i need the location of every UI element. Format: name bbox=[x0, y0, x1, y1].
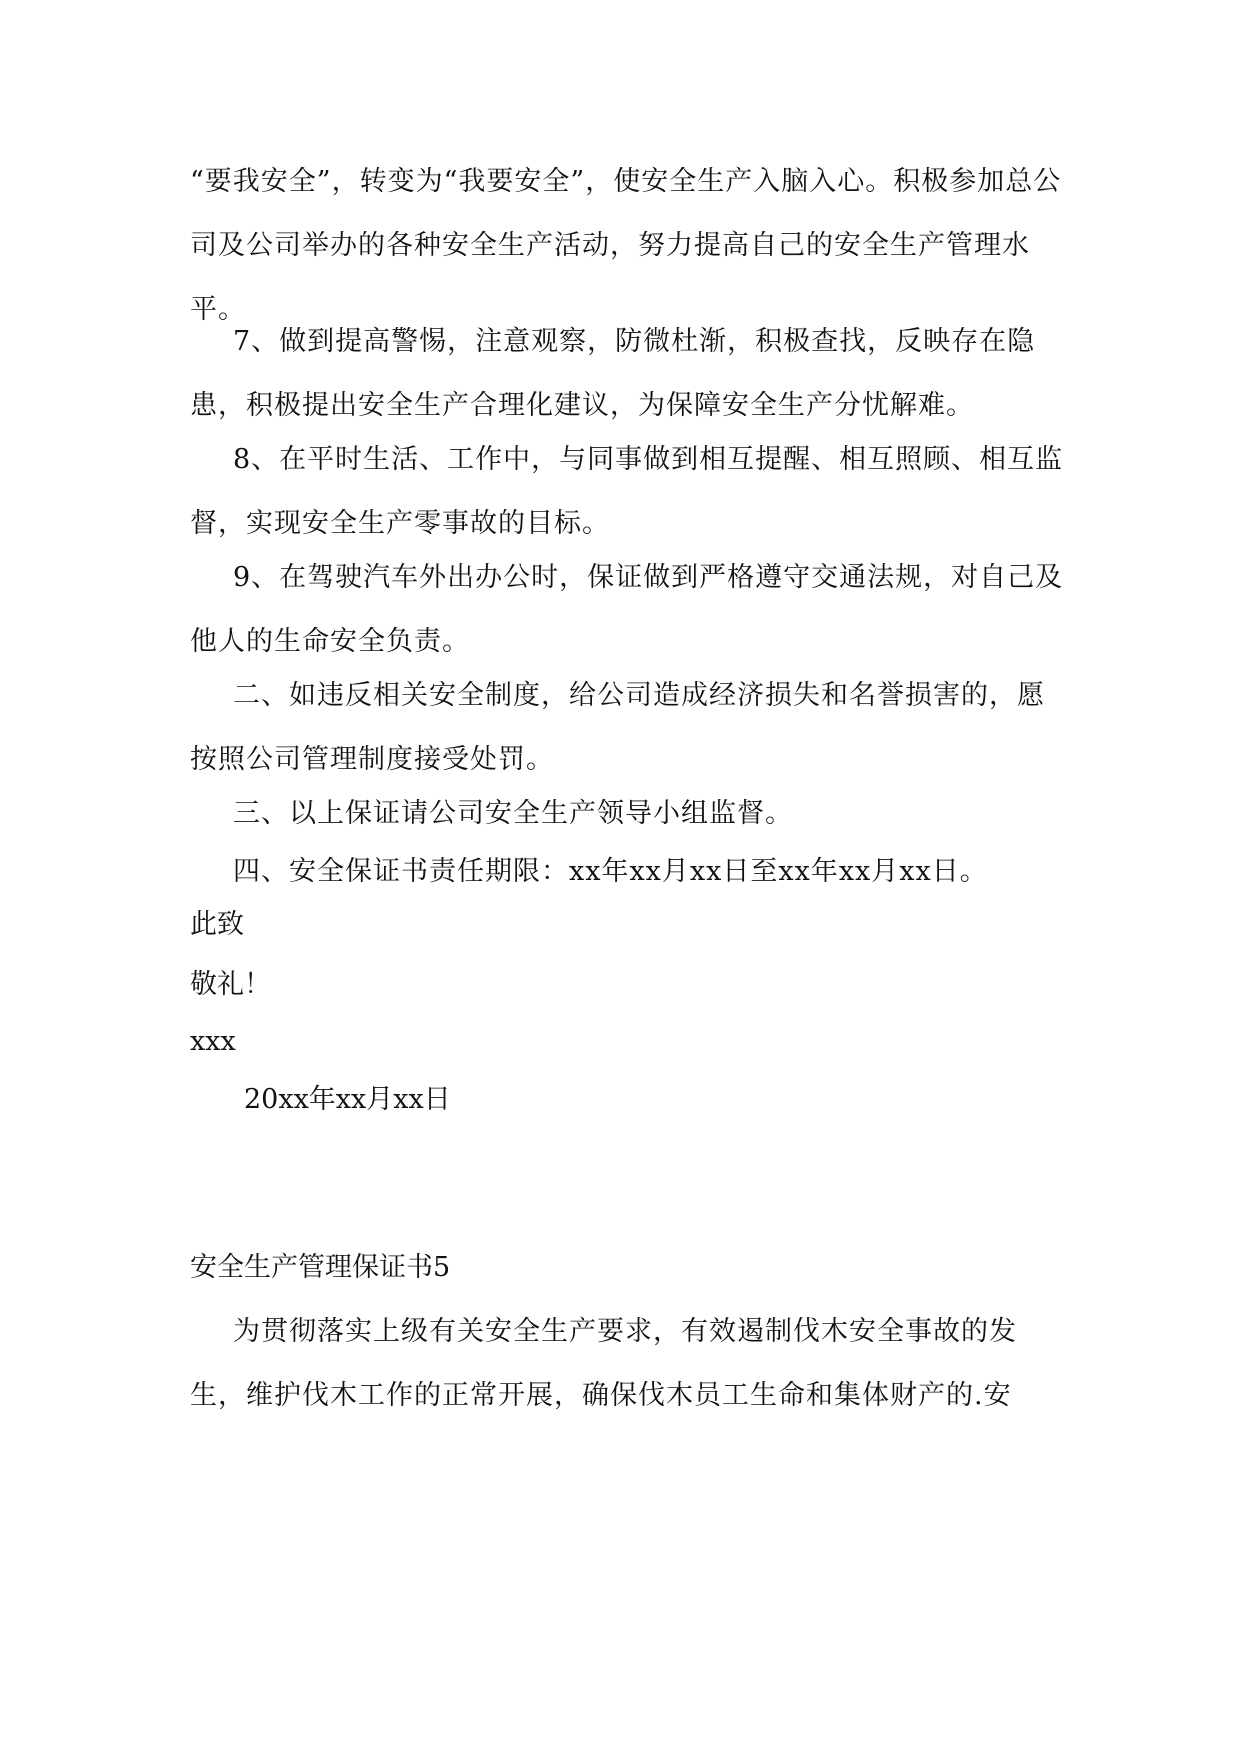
closing-salutation: 此致 bbox=[190, 909, 244, 940]
paragraph-section-5-intro: 为贯彻落实上级有关安全生产要求，有效遏制伐木安全事故的发生，维护伐木工作的正常开展，确保伐木员工生命和集体财产的.安 bbox=[190, 1316, 1017, 1411]
signer-name: xxx bbox=[190, 1026, 236, 1057]
signature-date: 20xx年xx月xx日 bbox=[244, 1084, 451, 1115]
paragraph-intro-continuation: “要我安全”，转变为“我要安全”，使安全生产入脑入心。积极参加总公司及公司举办的各种安全生产活动，努力提高自己的安全生产管理水平。 bbox=[190, 166, 1062, 325]
paragraph-section-2: 二、如违反相关安全制度，给公司造成经济损失和名誉损害的，愿按照公司管理制度接受处罚。 bbox=[190, 680, 1045, 775]
paragraph-item-8: 8、在平时生活、工作中，与同事做到相互提醒、相互照顾、相互监督，实现安全生产零事故的目标。 bbox=[190, 444, 1064, 539]
closing-regards: 敬礼！ bbox=[190, 969, 271, 1000]
paragraph-section-4: 四、安全保证书责任期限：xx年xx月xx日至xx年xx月xx日。 bbox=[233, 856, 988, 887]
section-heading-5: 安全生产管理保证书5 bbox=[190, 1252, 451, 1283]
paragraph-section-3: 三、以上保证请公司安全生产领导小组监督。 bbox=[233, 798, 793, 829]
paragraph-item-9: 9、在驾驶汽车外出办公时，保证做到严格遵守交通法规，对自己及他人的生命安全负责。 bbox=[190, 562, 1064, 657]
paragraph-item-7: 7、做到提高警惕，注意观察，防微杜渐，积极查找，反映存在隐患，积极提出安全生产合理化建议，为保障安全生产分忧解难。 bbox=[190, 326, 1036, 421]
